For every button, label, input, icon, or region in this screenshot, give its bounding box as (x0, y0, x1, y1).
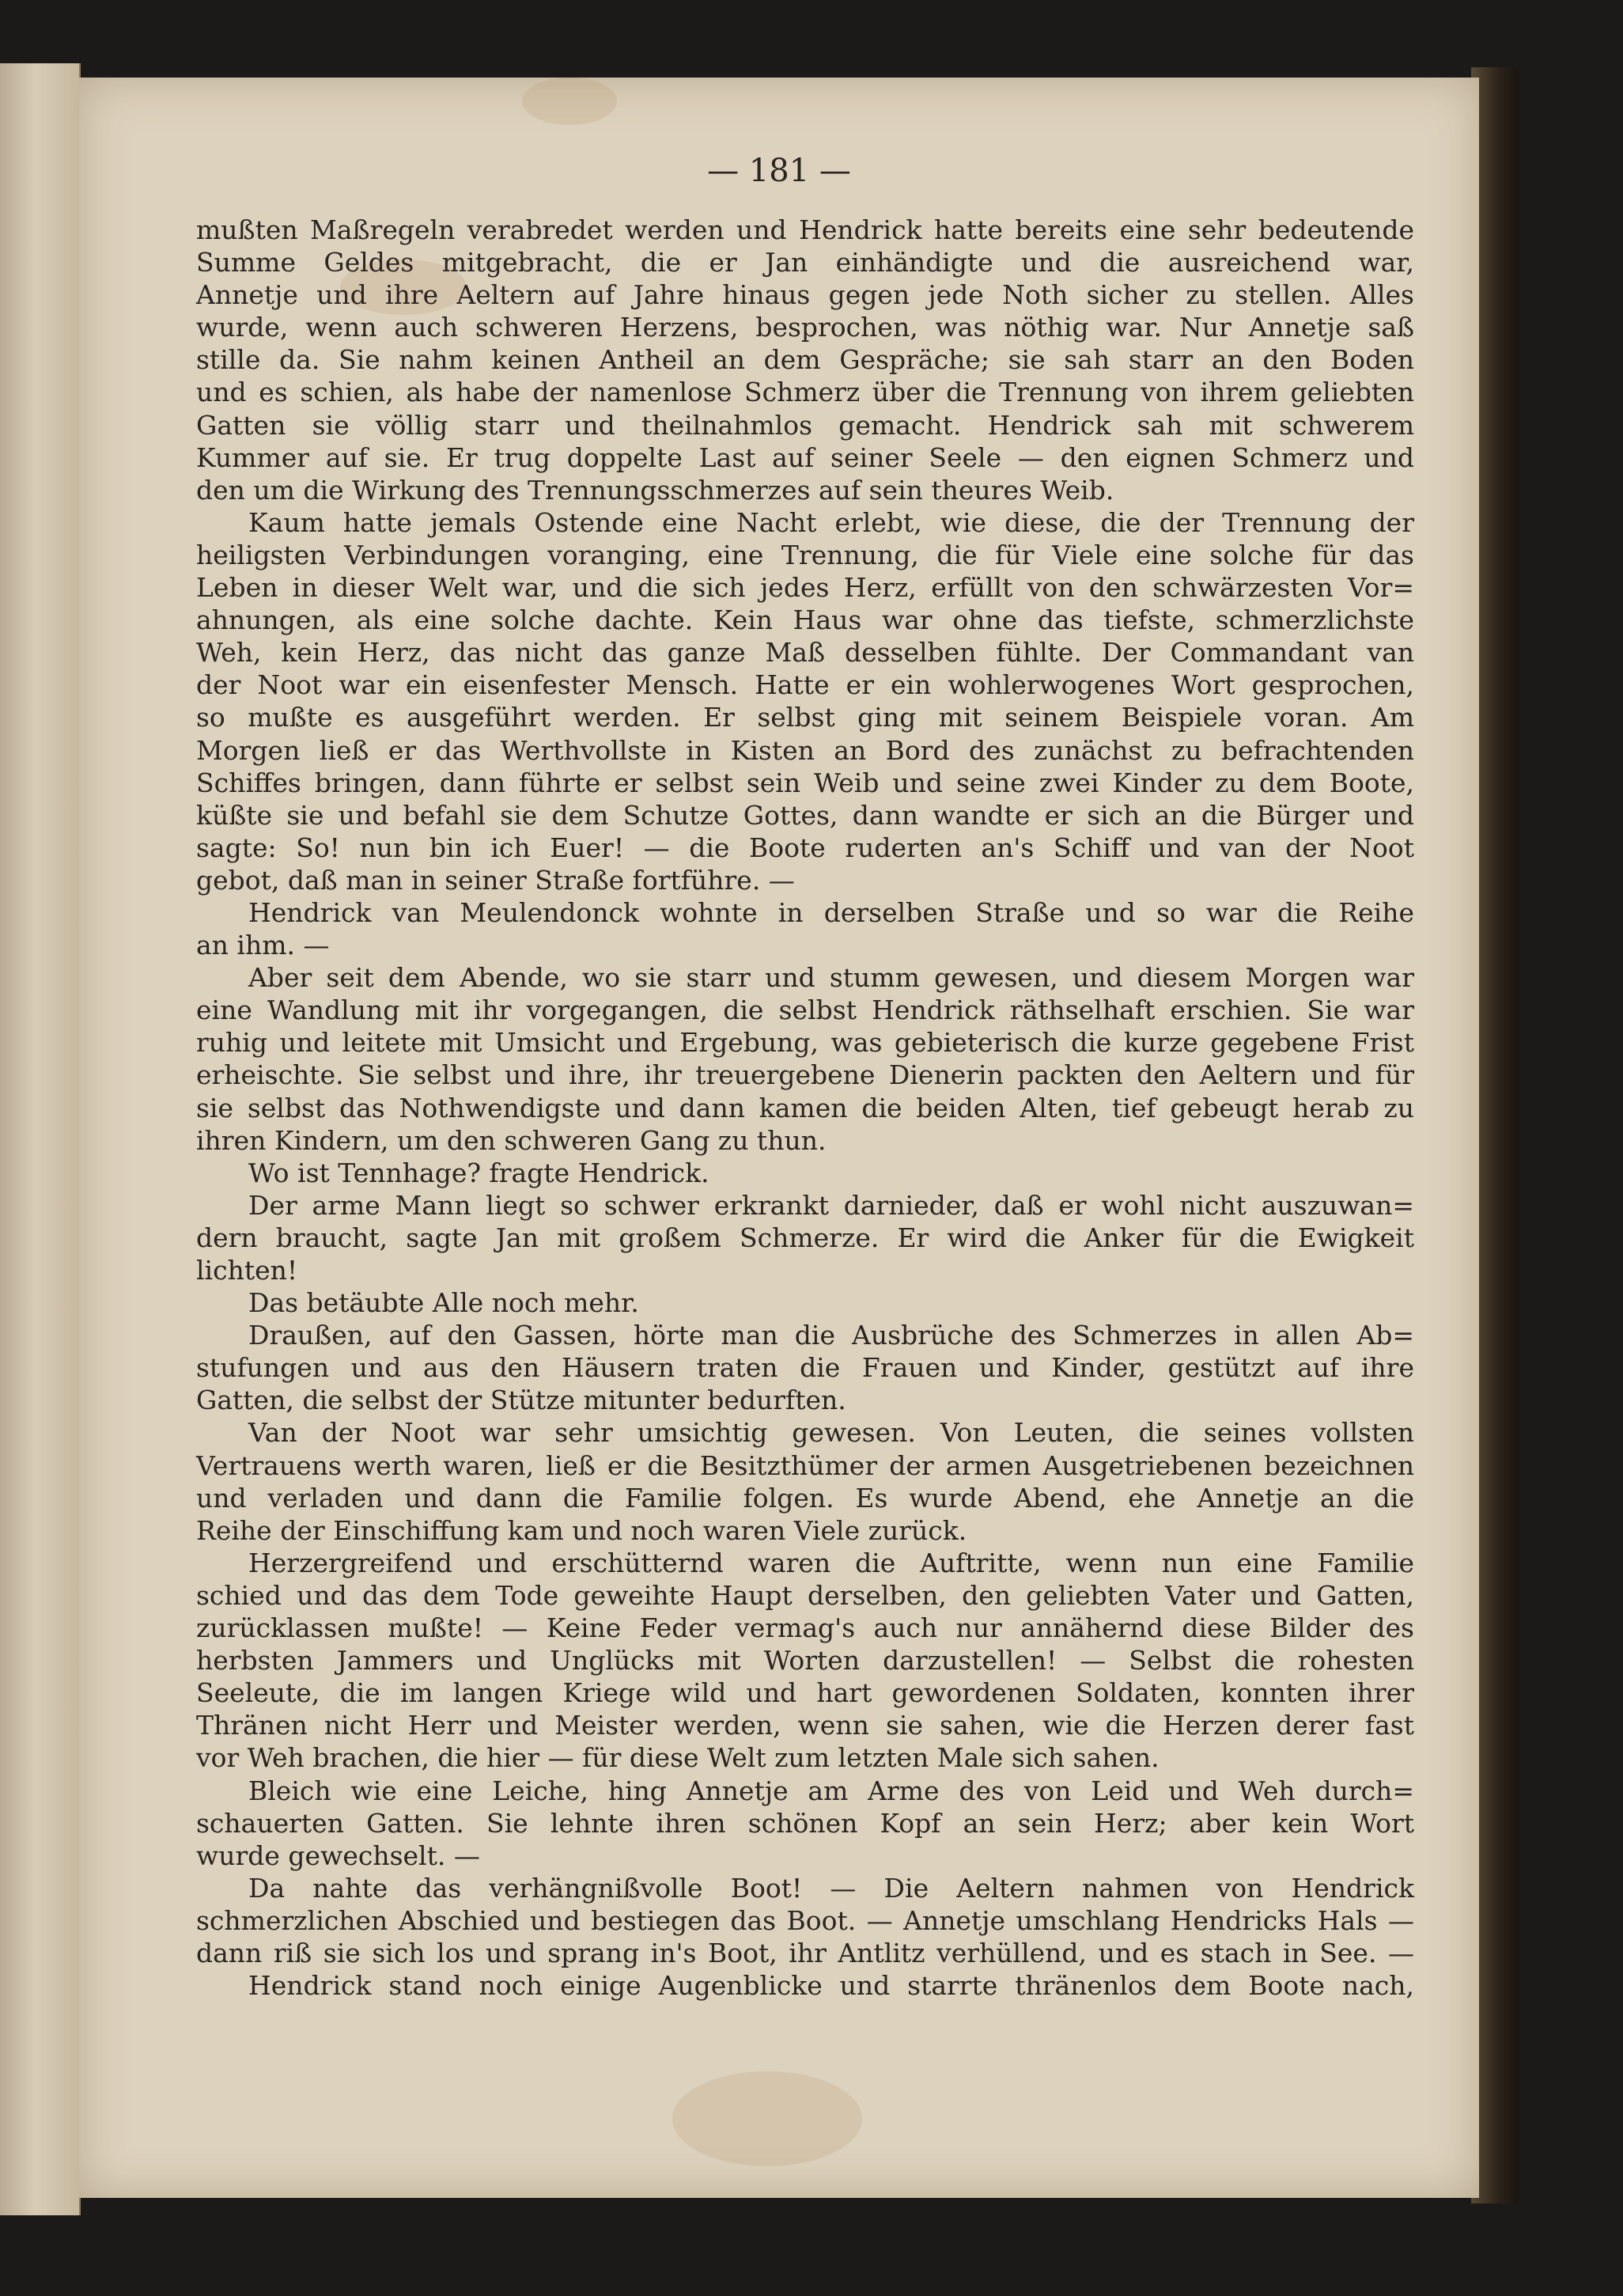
text-line: Morgen ließ er das Werthvollste in Kisten an Bord des zunächst zu befrachtenden (196, 734, 1414, 766)
text-line: Schiffes bringen, dann führte er selbst sein Weib und seine zwei Kinder zu dem Boote, (196, 767, 1414, 798)
text-line: Da nahte das verhängnißvolle Boot! — Die Aeltern nahmen von Hendrick (248, 1872, 1414, 1904)
text-line: Herzergreifend und erschütternd waren die Auftritte, wenn nun eine Familie (248, 1547, 1414, 1578)
text-line: heiligsten Verbindungen voranging, eine Trennung, die für Viele eine solche für das (196, 539, 1414, 570)
text-line: schauerten Gatten. Sie lehnte ihren schönen Kopf an sein Herz; aber kein Wort (196, 1807, 1414, 1839)
text-line: Bleich wie eine Leiche, hing Annetje am Arme des von Leid und Weh durch= (248, 1775, 1414, 1806)
text-line: Aber seit dem Abende, wo sie starr und stumm gewesen, und diesem Morgen war (248, 962, 1414, 994)
text-line: zurücklassen mußte! — Keine Feder vermag's auch nur annähernd diese Bilder des (196, 1612, 1414, 1644)
paper-stain (672, 2071, 862, 2166)
text-line: Wo ist Tennhage? fragte Hendrick. (248, 1157, 709, 1188)
text-line: Seeleute, die im langen Kriege wild und hart gewordenen Soldaten, konnten ihrer (196, 1677, 1414, 1709)
text-line: Summe Geldes mitgebracht, die er Jan einhändigte und die ausreichend war, (196, 247, 1414, 278)
text-line: stufungen und aus den Häusern traten die Frauen und Kinder, gestützt auf ihre (196, 1352, 1414, 1384)
text-line: schied und das dem Tode geweihte Haupt derselben, den geliebten Vater und Gatten, (196, 1579, 1414, 1611)
page-number: — 181 — (707, 153, 851, 189)
text-line: Reihe der Einschiffung kam und noch waren Viele zurück. (196, 1514, 967, 1546)
text-line: der Noot war ein eisenfester Mensch. Hatte er ein wohlerwogenes Wort gesprochen, (196, 669, 1414, 701)
text-line: an ihm. — (196, 930, 330, 961)
body-text (196, 214, 1414, 2002)
book-left-page-edge (0, 63, 81, 2215)
text-line: Van der Noot war sehr umsichtig gewesen. Von Leuten, die seines vollsten (248, 1417, 1414, 1449)
text-line: ihren Kindern, um den schweren Gang zu thun. (196, 1124, 827, 1156)
book-page (79, 78, 1479, 2198)
text-line: mußten Maßregeln verabredet werden und Hendrick hatte bereits eine sehr bedeutende (196, 214, 1414, 245)
text-line: eine Wandlung mit ihr vorgegangen, die selbst Hendrick räthselhaft erschien. Sie war (196, 995, 1414, 1026)
text-line: Weh, kein Herz, das nicht das ganze Maß desselben fühlte. Der Commandant van (196, 637, 1414, 669)
text-line: sagte: So! nun bin ich Euer! — die Boote ruderten an's Schiff und van der Noot (196, 832, 1414, 863)
text-line: so mußte es ausgeführt werden. Er selbst ging mit seinem Beispiele voran. Am (196, 702, 1414, 733)
text-line: den um die Wirkung des Trennungsschmerzes auf sein theures Weib. (196, 474, 1114, 506)
text-line: Thränen nicht Herr und Meister werden, wenn sie sahen, wie die Herzen derer fast (196, 1710, 1414, 1741)
text-line: Der arme Mann liegt so schwer erkrankt darnieder, daß er wohl nicht auszuwan= (248, 1189, 1414, 1221)
text-line: dern braucht, sagte Jan mit großem Schmerze. Er wird die Anker für die Ewigkeit (196, 1222, 1414, 1253)
text-line: ruhig und leitete mit Umsicht und Ergebung, was gebieterisch die kurze gegebene Frist (196, 1027, 1414, 1059)
text-line: herbsten Jammers und Unglücks mit Worten darzustellen! — Selbst die rohesten (196, 1645, 1414, 1677)
text-line: Hendrick van Meulendonck wohnte in derselben Straße und so war die Reihe (248, 896, 1414, 928)
text-line: dann riß sie sich los und sprang in's Boot, ihr Antlitz verhüllend, und es stach in See. — (196, 1937, 1414, 1968)
paper-stain (522, 78, 617, 125)
text-line: küßte sie und befahl sie dem Schutze Gottes, dann wandte er sich an die Bürger und (196, 799, 1414, 831)
text-line: und es schien, als habe der namenlose Schmerz über die Trennung von ihrem geliebten (196, 377, 1414, 408)
text-line: vor Weh brachen, die hier — für diese Welt zum letzten Male sich sahen. (196, 1742, 1160, 1774)
text-line: wurde gewechselt. — (196, 1839, 480, 1871)
text-line: Draußen, auf den Gassen, hörte man die Ausbrüche des Schmerzes in allen Ab= (248, 1320, 1414, 1351)
text-line: schmerzlichen Abschied und bestiegen das Boot. — Annetje umschlang Hendricks Hals — (196, 1904, 1414, 1936)
text-line: Gatten, die selbst der Stütze mitunter bedurften. (196, 1385, 846, 1416)
text-line: sie selbst das Nothwendigste und dann kamen die beiden Alten, tief gebeugt herab zu (196, 1092, 1414, 1123)
text-line: gebot, daß man in seiner Straße fortführe. — (196, 864, 795, 896)
text-line: Vertrauens werth waren, ließ er die Besitzthümer der armen Ausgetriebenen bezeichnen (196, 1449, 1414, 1481)
text-line: Hendrick stand noch einige Augenblicke und starrte thränenlos dem Boote nach, (248, 1970, 1414, 2002)
text-line: Leben in dieser Welt war, und die sich jedes Herz, erfüllt von den schwärzesten Vor= (196, 572, 1414, 604)
text-line: Annetje und ihre Aeltern auf Jahre hinaus gegen jede Noth sicher zu stellen. Alles (196, 279, 1414, 311)
text-line: Kummer auf sie. Er trug doppelte Last auf seiner Seele — den eignen Schmerz und (196, 441, 1414, 473)
text-line: und verladen und dann die Familie folgen. Es wurde Abend, ehe Annetje an die (196, 1482, 1414, 1514)
text-line: ahnungen, als eine solche dachte. Kein Haus war ohne das tiefste, schmerzlichste (196, 604, 1414, 636)
text-line: lichten! (196, 1255, 298, 1286)
text-line: wurde, wenn auch schweren Herzens, besprochen, was nöthig war. Nur Annetje saß (196, 312, 1414, 343)
text-line: erheischte. Sie selbst und ihre, ihr treuergebene Dienerin packten den Aeltern und für (196, 1059, 1414, 1091)
text-line: Gatten sie völlig starr und theilnahmlos gemacht. Hendrick sah mit schwerem (196, 409, 1414, 441)
text-line: Kaum hatte jemals Ostende eine Nacht erlebt, wie diese, die der Trennung der (248, 506, 1414, 538)
text-line: stille da. Sie nahm keinen Antheil an dem Gespräche; sie sah starr an den Boden (196, 344, 1414, 376)
text-line: Das betäubte Alle noch mehr. (248, 1287, 639, 1319)
